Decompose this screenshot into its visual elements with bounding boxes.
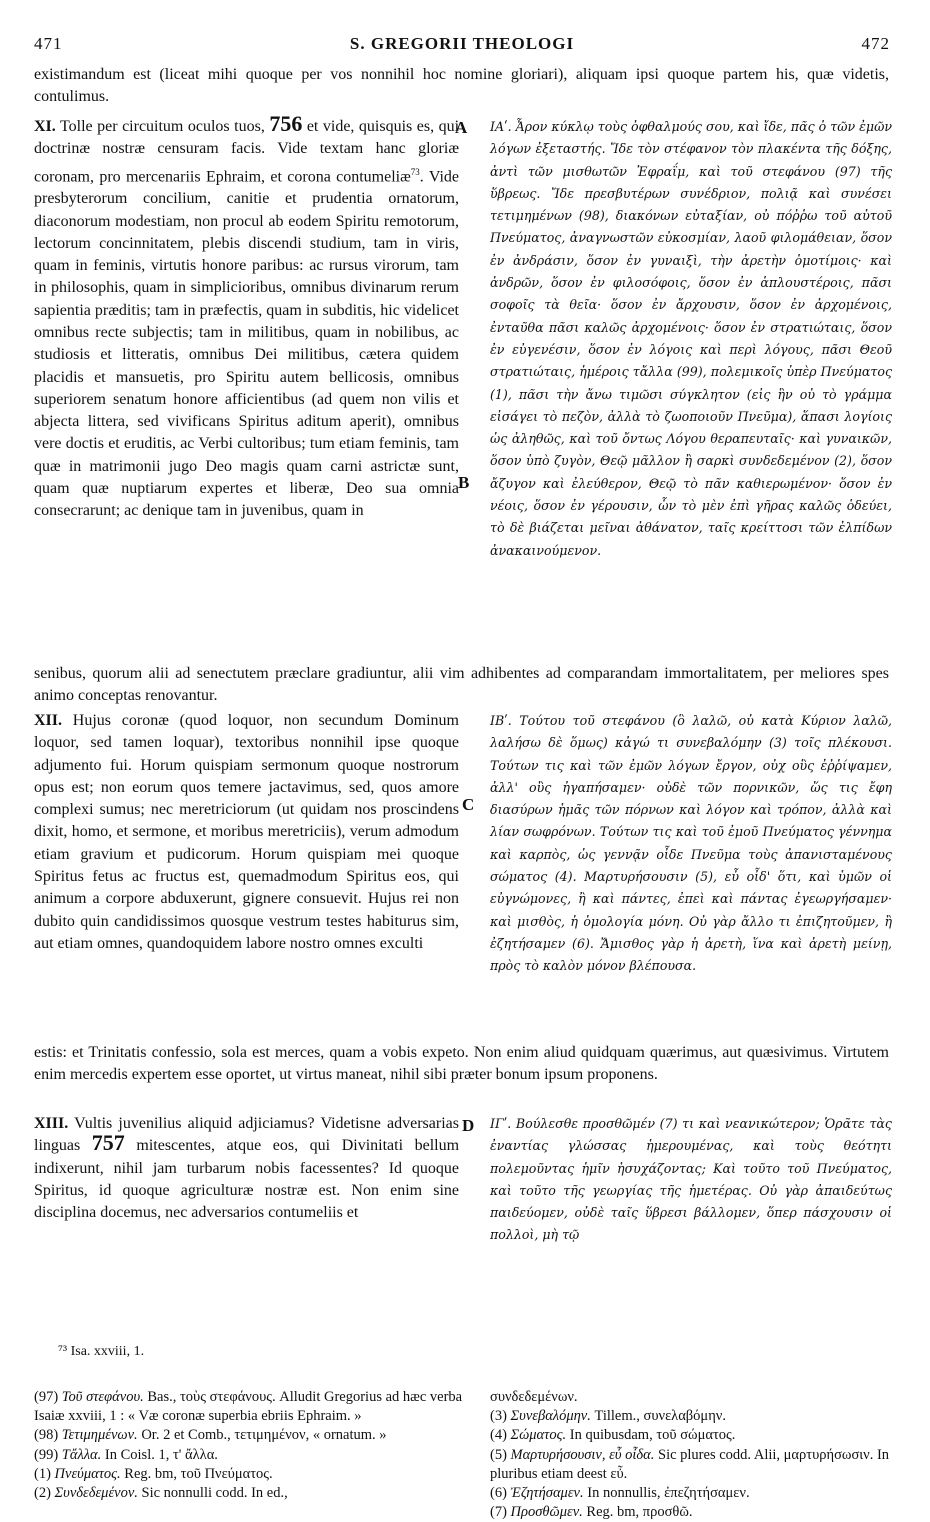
note-text: Sic nonnulli codd. In ed., (137, 1485, 288, 1502)
section-number: XI. (34, 118, 56, 135)
note (34, 1446, 464, 1465)
note-number: (2) (34, 1485, 51, 1502)
latin-s11-fullwidth: senibus, quorum alii ad senectutem præclare gradiuntur, alii vim adhibentes ad comparandam immortalitatem, per meliores spes animo conceptas renovantur. (34, 665, 889, 705)
note-lemma: Τἄλλα. (61, 1446, 102, 1463)
note-text: In Coisl. 1, τ' ἄλλα. (101, 1446, 218, 1463)
note-lemma: Σώματος. (510, 1427, 567, 1444)
note-lemma: Συνδεδεμένον. (54, 1485, 138, 1502)
note-lemma: Πνεύματος. (54, 1465, 121, 1482)
note (34, 1465, 464, 1484)
column-number: 757 (91, 1130, 125, 1156)
note-text: Sic plures codd. Alii, μαρτυρήσωσιν. In pluribus etiam deest εὖ. (490, 1446, 890, 1482)
section-number: XIII. (34, 1115, 69, 1132)
note-lemma: Προσθῶμεν. (510, 1504, 583, 1521)
latin-intro: existimandum est (liceat mihi quoque per vos nonnihil hoc nomine gloriari), aliquam ipsi quoque partem his, quæ videtis, contulimus. (34, 66, 889, 106)
note (34, 1388, 464, 1426)
note-lemma: Συνεβαλόμην. (510, 1408, 591, 1425)
margin-letter-c: C (462, 795, 475, 814)
note-number: (3) (490, 1408, 507, 1425)
note-lemma: Ἐζητήσαμεν. (510, 1485, 584, 1502)
note-number: (7) (490, 1504, 507, 1521)
note-lemma: Τοῦ στεφάνου. (61, 1389, 144, 1405)
note-text: Tillem., συνελαβόμην. (590, 1408, 726, 1425)
note-lemma: Τετιμημένων. (61, 1427, 138, 1444)
notes-right (490, 1388, 892, 1522)
greek-section-12: ΙΒʹ. Τούτου τοῦ στεφάνου (ὃ λαλῶ, οὐ κατὰ Κύριον λαλῶ, λαλήσω δὲ ὅμως) κἀγώ τι συνεβαλόμην (3) τοῖς πλέκουσι. Τούτων τις καὶ τῶν ἐμῶν λόγων ἔργον, οὐχ οὓς ἐῤῥίψαμεν, ἀλλ' οὓς ἠγαπήσαμεν· οὐδὲ τῶν πορνικῶν, ὥς τις ἔφη διασύρων ἡμᾶς τῶν πόρνων καὶ λόγον καὶ τρόπον, ἀλλὰ καὶ λίαν σωφρόνων. Τούτων τις καὶ τοῦ ἐμοῦ Πνεύματος γέννημα καὶ καρπὸς, ὡς γεννᾷν οἶδε Πνεῦμα τοὺς ἀπανισταμένους σώματος (4). Μαρτυρήσουσιν (5), εὖ οἶδ' ὅτι, καὶ ὑμῶν οἱ εὐγνώμονες, ἢ καὶ πάντες, ἐπεὶ καὶ πάντας ἐγεωργήσαμεν· καὶ μισθὸς, ἡ ὁμολογία μόνη. Οὐ γὰρ ἄλλο τι ἐπιζητοῦμεν, ἢ ἐζητήσαμεν (6). Ἄμισθος γὰρ ἡ ἀρετὴ, ἵνα καὶ ἀρετὴ μείνῃ, πρὸς τὸ καλὸν μόνον βλέπουσα. (490, 713, 892, 974)
note-number: (6) (490, 1485, 507, 1502)
note-number: (5) (490, 1446, 507, 1463)
note (490, 1407, 892, 1426)
note-text: συνδεδεμένων. (490, 1389, 578, 1405)
running-header (34, 34, 890, 56)
note-number: (99) (34, 1446, 59, 1463)
margin-letter-b: B (458, 473, 470, 492)
latin-s12-fullwidth: estis: et Trinitatis confessio, sola est merces, quam a vobis expeto. Non enim aliud quidquam quærimus, aut quæsivimus. Virtutem enim mercedis expertem esse oportet, ut virtus maneat, nihil sibi præter bonum ipsum proponens. (34, 1044, 889, 1084)
footnote-ref: 73 (410, 166, 420, 177)
note-text: In quibusdam, τοῦ σώματος. (566, 1427, 736, 1444)
latin-s11-part-a: Tolle per circuitum oculos tuos, (60, 118, 265, 135)
note-text: Reg. bm, προσθῶ. (582, 1504, 693, 1521)
note-number: (1) (34, 1465, 51, 1482)
page-number-right: 472 (861, 34, 890, 53)
latin-s13-part-b: mitescentes, atque eos, qui Divinitati bellum indixerunt, nihil jam turbarum nobis facessentes? Id quoque Spiritus, id quoque agriculturæ nostræ est. Non enim sine disciplina docemus, nec adversarios contumeliis et (34, 1137, 460, 1222)
latin-s11-part-b: et vide, quisquis es, qui doctrinæ nostræ censuram facis. Vide textam hanc gloriæ coronam, pro mercenariis Ephraim, et corona contumeliæ (34, 118, 460, 185)
margin-letter-a: A (455, 118, 468, 137)
latin-s13-part-a: Vultis juvenilius aliquid adjiciamus? Videtisne adversarias linguas (34, 1115, 459, 1155)
note (34, 1426, 464, 1445)
running-title: S. GREGORII THEOLOGI (349, 34, 575, 53)
note-lemma: Μαρτυρήσουσιν, εὖ οἶδα. (510, 1446, 655, 1463)
column-number: 756 (269, 111, 303, 136)
note-text: Reg. bm, τοῦ Πνεύματος. (120, 1465, 273, 1482)
note-text: Or. 2 et Comb., τετιμημένον, « ornatum. » (137, 1427, 387, 1444)
section-number: XII. (34, 712, 63, 729)
note (490, 1503, 892, 1522)
note (490, 1426, 892, 1445)
footnote-73: ⁷³ Isa. xxviii, 1. (58, 1344, 145, 1359)
note (34, 1484, 464, 1503)
note-text: Bas., τοὺς στεφάνους. Alludit Gregorius ad hæc verba Isaiæ xxviii, 1 : « Væ coronæ superbia ebriis Ephraim. » (34, 1389, 463, 1425)
page-number-left: 471 (34, 34, 63, 53)
latin-section-12 (34, 710, 459, 955)
latin-section-13 (34, 1113, 459, 1224)
greek-section-11: ΙΑʹ. Ἆρον κύκλῳ τοὺς ὀφθαλμούς σου, καὶ ἴδε, πᾶς ὁ τῶν ἐμῶν λόγων ἐξεταστής. Ἴδε τὸν στέφανον τὸν πλακέντα τῆς δόξης, ἀντὶ τῶν μισθωτῶν Ἐφραΐμ, καὶ τοῦ στεφάνου (97) τῆς ὕβρεως. Ἴδε πρεσβυτέρων συνέδριον, πολιᾷ καὶ συνέσει τετιμημένων (98), διακόνων εὐταξίαν, οὐ πόῤῥω τοῦ αὐτοῦ Πνεύματος, ἀναγνωστῶν εὐκοσμίαν, λαοῦ φιλομάθειαν, ὅσον ἐν ἀνδράσιν, ὅσον ἐν γυναιξὶ, τὴν ἀρετὴν ὁμοτίμοις· καὶ ἀνδρῶν, ὅσον ἐν φιλοσόφοις, ὅσον ἐν ἁπλουστέροις, πᾶσι σοφοῖς τὰ θεῖα· ὅσον ἐν ἄρχουσιν, ὅσον ἐν ἀρχομένοις, ἐνταῦθα πᾶσι καλῶς ἀρχομένοις· ὅσον ἐν στρατιώταις, ὅσον ἐν εὐγενέσιν, ὅσον ἐν λόγοις καὶ περὶ λόγους, πᾶσι Θεοῦ στρατιώταις, ἡμέροις τἄλλα (99), πολεμικοῖς ὑπὲρ Πνεύματος (1), πᾶσι τὴν ἄνω τιμῶσι σύγκλητον (εἰς ἣν οὐ τὸ γράμμα εἰσάγει τὸ πεζὸν, ἀλλὰ τὸ ζωοποιοῦν Πνεῦμα), ἅπασι λογίοις ὡς ἀληθῶς, καὶ τοῦ ὄντως Λόγου θεραπευταῖς· καὶ γυναικῶν, ὅσον ὑπὸ ζυγὸν, Θεῷ μᾶλλον ἢ σαρκὶ συνδεδεμένον (2), ὅσον ἄζυγον καὶ ἐλεύθερον, Θεῷ τὸ πᾶν καθιερωμένον· ὅσον ἐν νέοις, ὅσον ἐν γέρουσιν, ὧν τὸ μὲν ἐπὶ γῆρας καλῶς ὁδεύει, τὸ δὲ βιάζεται μεῖναι ἀθάνατον, ταῖς κρείττοσι τῶν ἐλπίδων ἀνακαινούμενον. (490, 119, 892, 558)
note-text: In nonnullis, ἐπεζητήσαμεν. (583, 1485, 750, 1502)
note-number: (97) (34, 1389, 59, 1405)
note-number: (98) (34, 1427, 59, 1444)
latin-section-11 (34, 111, 460, 523)
note (490, 1484, 892, 1503)
latin-s11-part-c: . Vide presbyterorum concilium, canitie et prudentia ornatorum, diaconorum modestiam, non procul ab eodem Spiritu remotorum, lectorum concinnitatem, plebis discendi studium, tam in viris, quam in feminis, virtutis honore paribus: ac rursus virorum, tam in philosophis, quam in simplicioribus, omnibus divinarum rerum sapientia præditis; tam in præfectis, quam in subditis, hic videlicet omnibus recte subjectis; tam in militibus, quam in nobilibus, ac studiosis et litteratis, omnibus Dei militibus, cætera quidem placidis et mansuetis, pro Spiritu autem bellicosis, omnibus superiorem senatum honore afficientibus (ad quem non vilis et abjecta littera, sed vivificans Spiritus aditum aperit), omnibus vere doctis et eruditis, ac Verbi cultoribus; tum etiam feminis, tam quæ in matrimonii jugo Deo magis quam carni astrictæ sunt, quam quæ nuptiarum expertes et liberæ, Deo sua omnia consecrarunt; ac denique tam in juvenibus, quam in (34, 167, 459, 520)
notes-left (34, 1388, 464, 1503)
margin-letter-d: D (462, 1116, 475, 1135)
note (490, 1446, 892, 1484)
latin-s12-body: Hujus coronæ (quod loquor, non secundum Dominum loquor, sed tamen loquar), textoribus nonnihil ipse quoque adjumento fui. Horum quispiam sermonum quoque nostrorum opus est; non eorum quos temere jactavimus, sed, quos amore complexi sumus; nec meretriciorum (ut quidam nos proscindens dixit, homo, et sermone, et moribus meretriciis), verum admodum etiam gravium et pudicorum. Horum quispiam mei quoque Spiritus fetus ac fructus est, quemadmodum Spiritus eos, qui animum a corpore abduxerunt, gignere consuevit. Hujus rei non dubito quin candidissimos quosque vestrum testes habiturus sim, aut etiam omnes, quandoquidem labore nostro omnes exculti (34, 712, 459, 952)
note-number: (4) (490, 1427, 507, 1444)
note (490, 1388, 892, 1407)
greek-section-13: ΙΓʹ. Βούλεσθε προσθῶμέν (7) τι καὶ νεανικώτερον; Ὁρᾶτε τὰς ἐναντίας γλώσσας ἡμερουμένας, καὶ τοὺς θεότητι πολεμοῦντας ἡμῖν ἡσυχάζοντας; Καὶ τοῦτο τοῦ Πνεύματος, καὶ τοῦτο τῆς γεωργίας τῆς ἡμετέρας. Οὐ γὰρ ἀπαιδεύτως παιδεύομεν, οὐδὲ ταῖς ὕβρεσι βάλλομεν, ὅπερ πάσχουσιν οἱ πολλοὶ, μὴ τῷ (490, 1116, 892, 1243)
